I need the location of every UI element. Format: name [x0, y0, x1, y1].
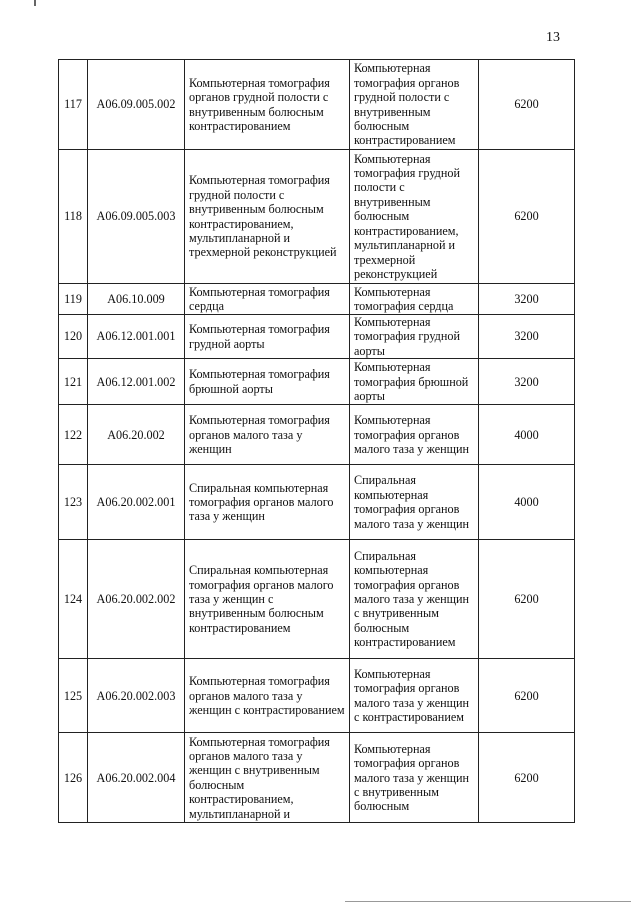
service-code: A06.20.002.001	[88, 465, 185, 540]
page-number: 13	[546, 30, 560, 45]
service-code: A06.12.001.001	[88, 315, 185, 359]
service-name: Компьютерная томография органов малого таза у женщин	[185, 405, 350, 465]
row-number: 117	[59, 60, 88, 150]
service-price: 3200	[479, 359, 575, 405]
table-row	[59, 284, 575, 315]
service-code: A06.09.005.002	[88, 60, 185, 150]
service-price: 3200	[479, 315, 575, 359]
row-number: 122	[59, 405, 88, 465]
service-description: Спиральная компьютерная томография органов малого таза у женщин	[350, 465, 479, 540]
service-code: A06.20.002.003	[88, 659, 185, 733]
service-price: 6200	[479, 150, 575, 284]
service-name: Компьютерная томография органов малого таза у женщин с контрастированием	[185, 659, 350, 733]
service-code: A06.10.009	[88, 284, 185, 315]
service-name: Спиральная компьютерная томография органов малого таза у женщин с внутривенным болюсным контрастированием	[185, 540, 350, 659]
service-description: Компьютерная томография сердца	[350, 284, 479, 315]
service-description: Компьютерная томография органов малого таза у женщин с контрастированием	[350, 659, 479, 733]
service-description: Спиральная компьютерная томография органов малого таза у женщин с внутривенным болюсным контрастированием	[350, 540, 479, 659]
row-number: 121	[59, 359, 88, 405]
table-row	[59, 315, 575, 359]
table-row	[59, 405, 575, 465]
table-row	[59, 659, 575, 733]
service-code: A06.20.002	[88, 405, 185, 465]
service-price: 6200	[479, 60, 575, 150]
table-row	[59, 733, 575, 823]
service-code: A06.20.002.002	[88, 540, 185, 659]
service-name: Компьютерная томография грудной аорты	[185, 315, 350, 359]
service-name: Компьютерная томография грудной полости с внутривенным болюсным контрастированием, мультипланарной и трехмерной реконструкцией	[185, 150, 350, 284]
service-description: Компьютерная томография органов малого таза у женщин	[350, 405, 479, 465]
price-table	[58, 59, 575, 823]
table-row	[59, 359, 575, 405]
service-price: 6200	[479, 659, 575, 733]
service-description: Компьютерная томография грудной полости с внутривенным болюсным контрастированием, мультипланарной и трехмерной реконструкцией	[350, 150, 479, 284]
service-description: Компьютерная томография органов малого таза у женщин с внутривенным болюсным	[350, 733, 479, 823]
row-number: 125	[59, 659, 88, 733]
service-price: 3200	[479, 284, 575, 315]
service-price: 6200	[479, 540, 575, 659]
service-description: Компьютерная томография органов грудной полости с внутривенным болюсным контрастированием	[350, 60, 479, 150]
scan-mark	[345, 901, 631, 902]
scan-mark	[34, 0, 36, 6]
service-code: A06.20.002.004	[88, 733, 185, 823]
row-number: 120	[59, 315, 88, 359]
service-price: 4000	[479, 465, 575, 540]
service-price: 6200	[479, 733, 575, 823]
service-name: Компьютерная томография брюшной аорты	[185, 359, 350, 405]
table-row	[59, 540, 575, 659]
service-code: A06.09.005.003	[88, 150, 185, 284]
service-description: Компьютерная томография грудной аорты	[350, 315, 479, 359]
table-row	[59, 150, 575, 284]
row-number: 119	[59, 284, 88, 315]
service-name: Спиральная компьютерная томография органов малого таза у женщин	[185, 465, 350, 540]
row-number: 124	[59, 540, 88, 659]
table-row	[59, 465, 575, 540]
row-number: 123	[59, 465, 88, 540]
service-description: Компьютерная томография брюшной аорты	[350, 359, 479, 405]
row-number: 118	[59, 150, 88, 284]
service-name: Компьютерная томография органов малого таза у женщин с внутривенным болюсным контрастированием, мультипланарной и	[185, 733, 350, 823]
row-number: 126	[59, 733, 88, 823]
table-row	[59, 60, 575, 150]
service-price: 4000	[479, 405, 575, 465]
service-name: Компьютерная томография органов грудной полости с внутривенным болюсным контрастированием	[185, 60, 350, 150]
service-name: Компьютерная томография сердца	[185, 284, 350, 315]
service-code: A06.12.001.002	[88, 359, 185, 405]
